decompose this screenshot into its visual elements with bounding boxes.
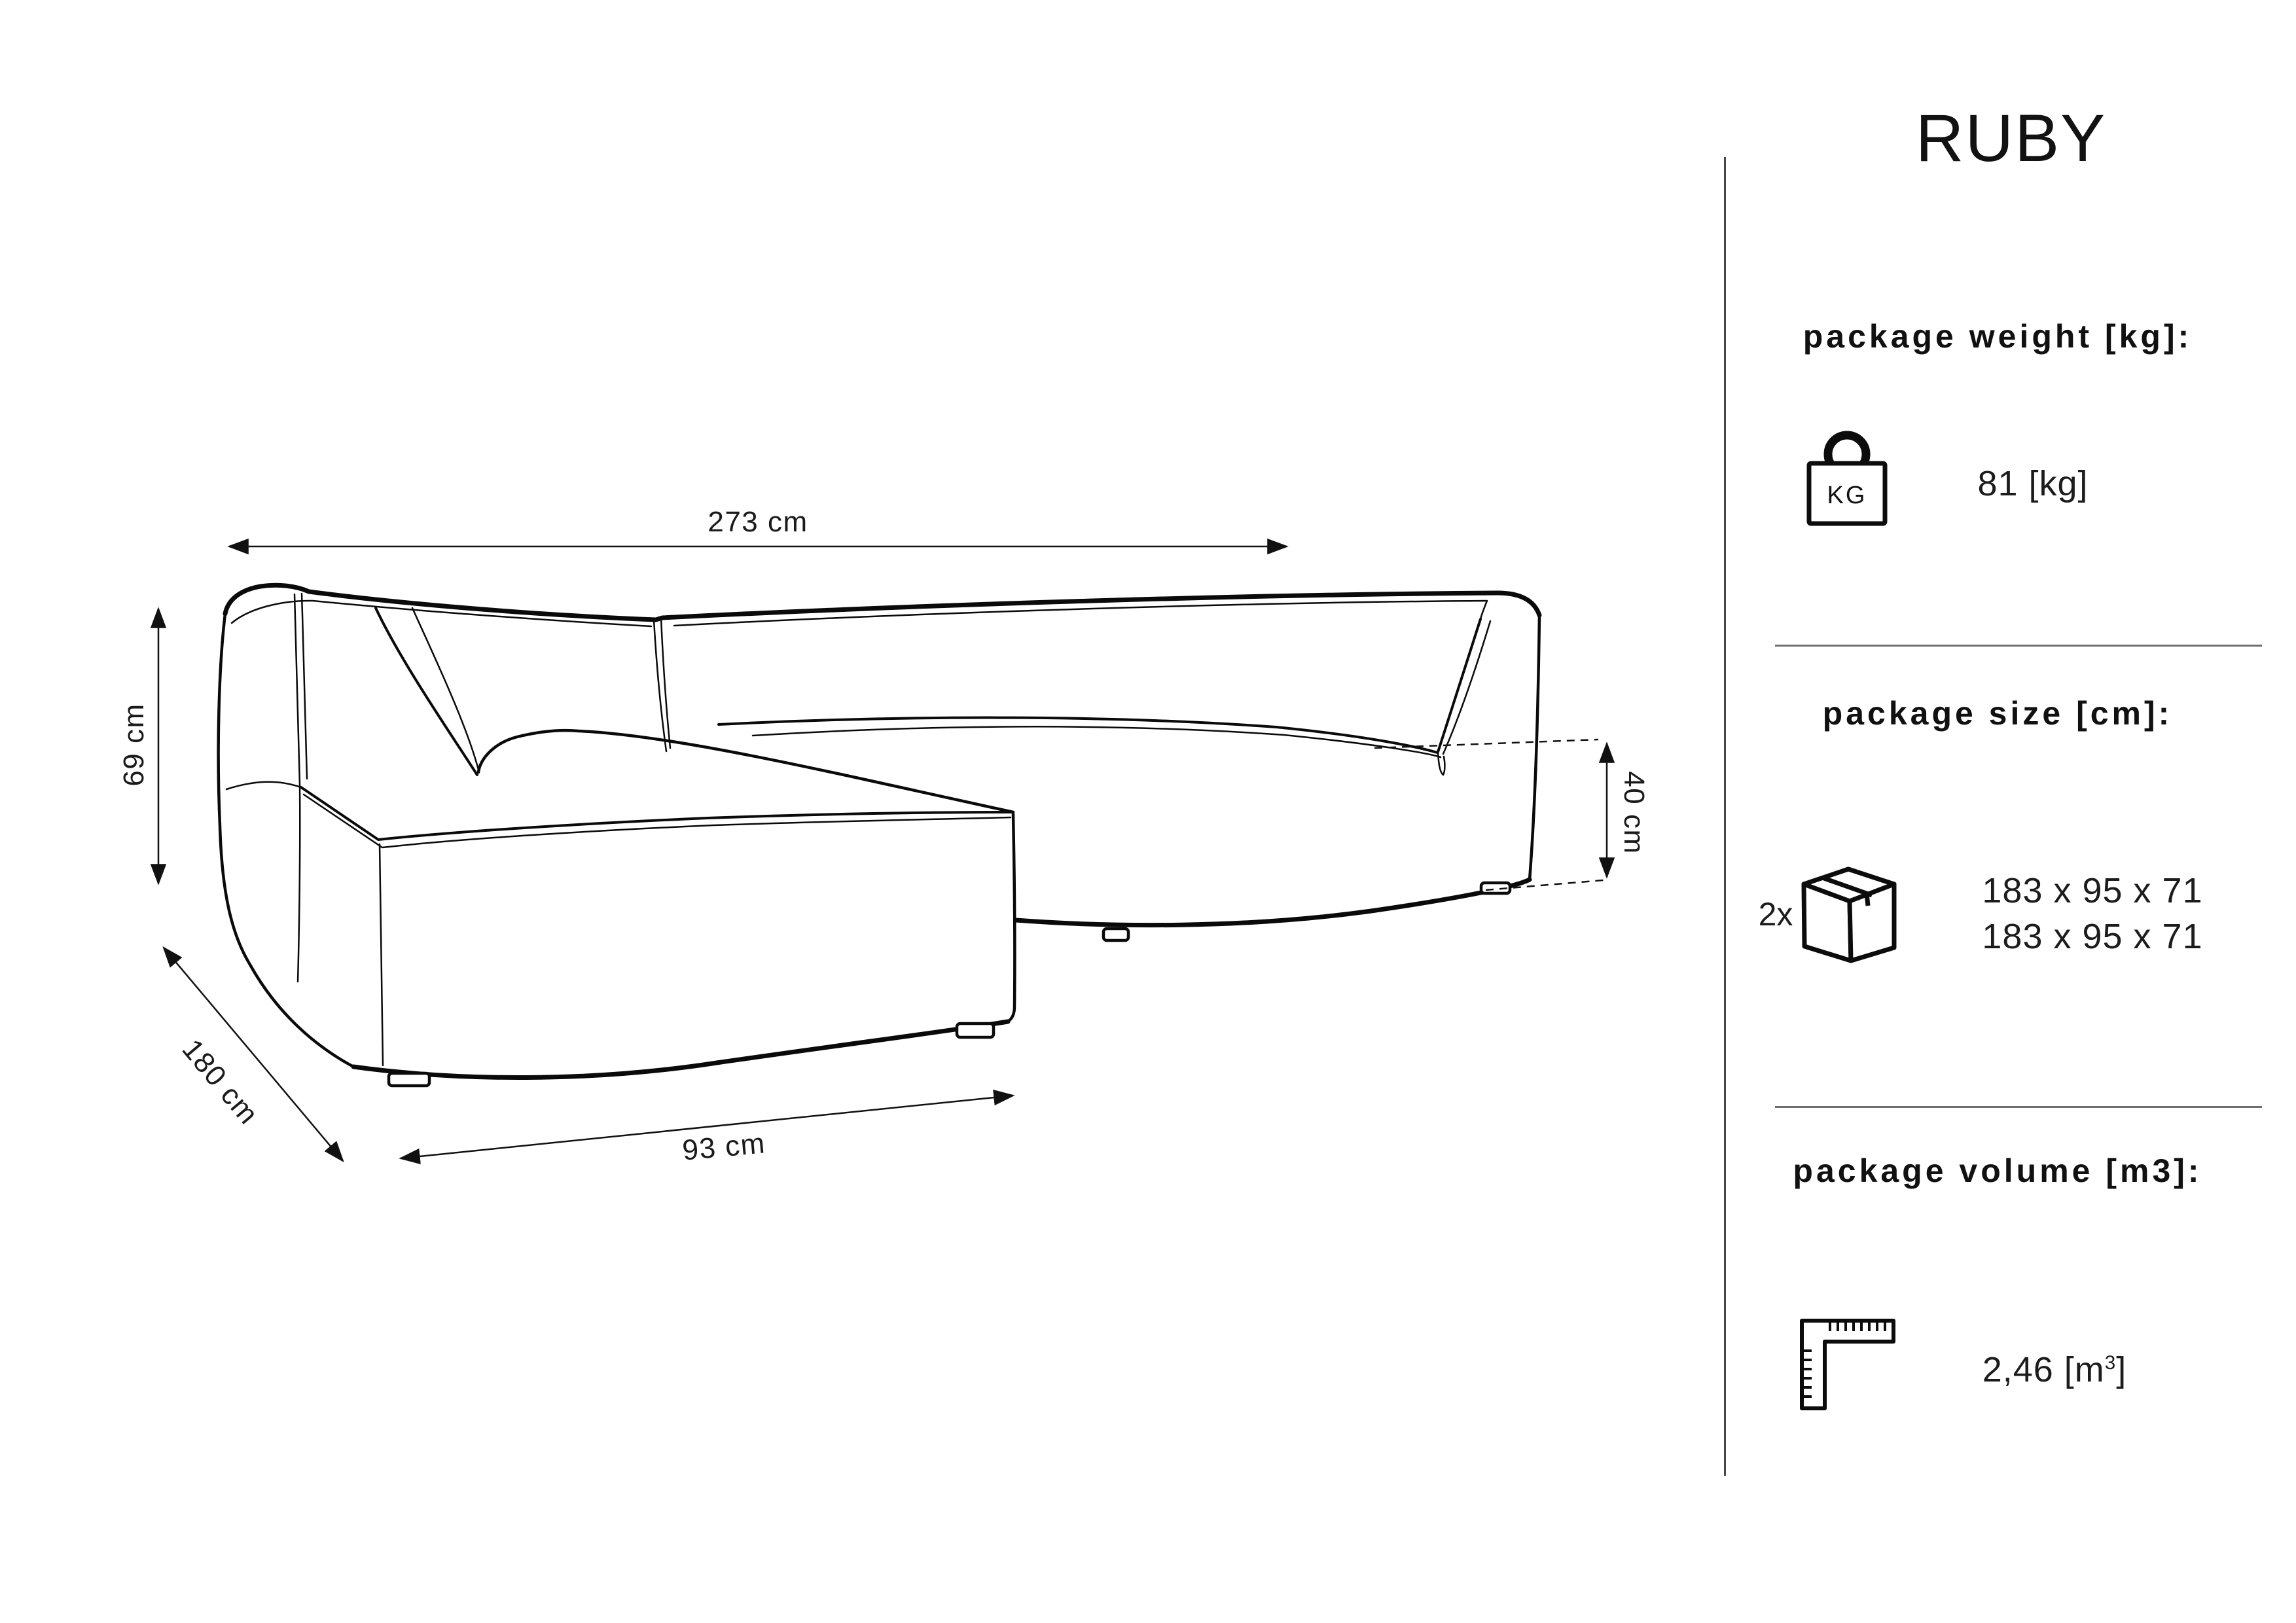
dimension-chaise-93 (401, 1096, 1013, 1167)
seat-front-edge-double (753, 726, 1441, 757)
sofa-back-seam (654, 618, 670, 751)
kg-weight-bag-icon (1804, 424, 1890, 527)
product-title: RUBY (1915, 101, 2107, 175)
dimension-width-273 (229, 506, 1287, 546)
dimension-dashed-top (1374, 740, 1598, 748)
size-values (1964, 868, 2221, 959)
dimension-annotations (118, 506, 1650, 1167)
dimension-label: 273 cm (708, 506, 808, 538)
chaise-bottom-edge (353, 1022, 1008, 1078)
volume-value-sup: 3 (2104, 1352, 2117, 1374)
panel-divider-vertical (1724, 157, 1726, 1476)
right-arm-v-tail (1438, 752, 1444, 775)
package-count: 2x (1758, 896, 1793, 933)
sofa-right-outer-edge (1530, 615, 1539, 880)
bag-kg-label: KG (1827, 482, 1867, 509)
sofa-outline (219, 585, 1539, 1086)
dimension-depth-180 (164, 948, 343, 1161)
sofa-right-bottom-edge (1016, 880, 1530, 925)
ruler-body (1802, 1321, 1893, 1408)
size-value-line-2: 183 x 95 x 71 (1982, 917, 2203, 956)
seat-front-edge (719, 718, 1437, 753)
corner-platform-strip (226, 782, 301, 789)
chaise-right-edge (1008, 814, 1014, 1022)
chaise-front-seam (380, 844, 383, 1065)
volume-value-base: 2,46 [m (1982, 1350, 2105, 1389)
chaise-platform-edge (301, 787, 1013, 840)
dimension-label: 69 cm (118, 703, 150, 787)
package-box-icon (1799, 863, 1898, 966)
foot-right-inner (1103, 929, 1128, 940)
section-divider-2 (1775, 1106, 2262, 1108)
box-tape-tick (1867, 893, 1868, 906)
size-heading: package size [cm]: (1822, 695, 2173, 732)
dimension-label: 180 cm (175, 1033, 265, 1131)
foot-chaise-right (957, 1024, 994, 1037)
weight-value: 81 [kg] (1977, 464, 2089, 503)
volume-value (1950, 1352, 2159, 1387)
chaise-cushion-dome (478, 730, 1013, 812)
foot-chaise-left (389, 1073, 429, 1086)
size-value-line-1: 183 x 95 x 71 (1982, 871, 2203, 910)
right-arm-edge-double (1443, 621, 1490, 754)
weight-heading: package weight [kg]: (1803, 318, 2193, 355)
dimension-label: 40 cm (1618, 771, 1650, 855)
sofa-left-outer-edge (219, 614, 353, 1067)
corner-cushion-edge-front (376, 608, 477, 775)
dimension-label: 93 cm (681, 1127, 767, 1167)
right-arm-edge (1438, 619, 1480, 752)
volume-heading: package volume [m3]: (1793, 1152, 2202, 1189)
dimension-height-69 (118, 609, 158, 883)
volume-value-close: ] (2116, 1350, 2127, 1389)
section-divider-1 (1775, 645, 2262, 647)
ruler-square-icon (1799, 1317, 1897, 1412)
dimension-seat-height-40 (1374, 740, 1650, 890)
